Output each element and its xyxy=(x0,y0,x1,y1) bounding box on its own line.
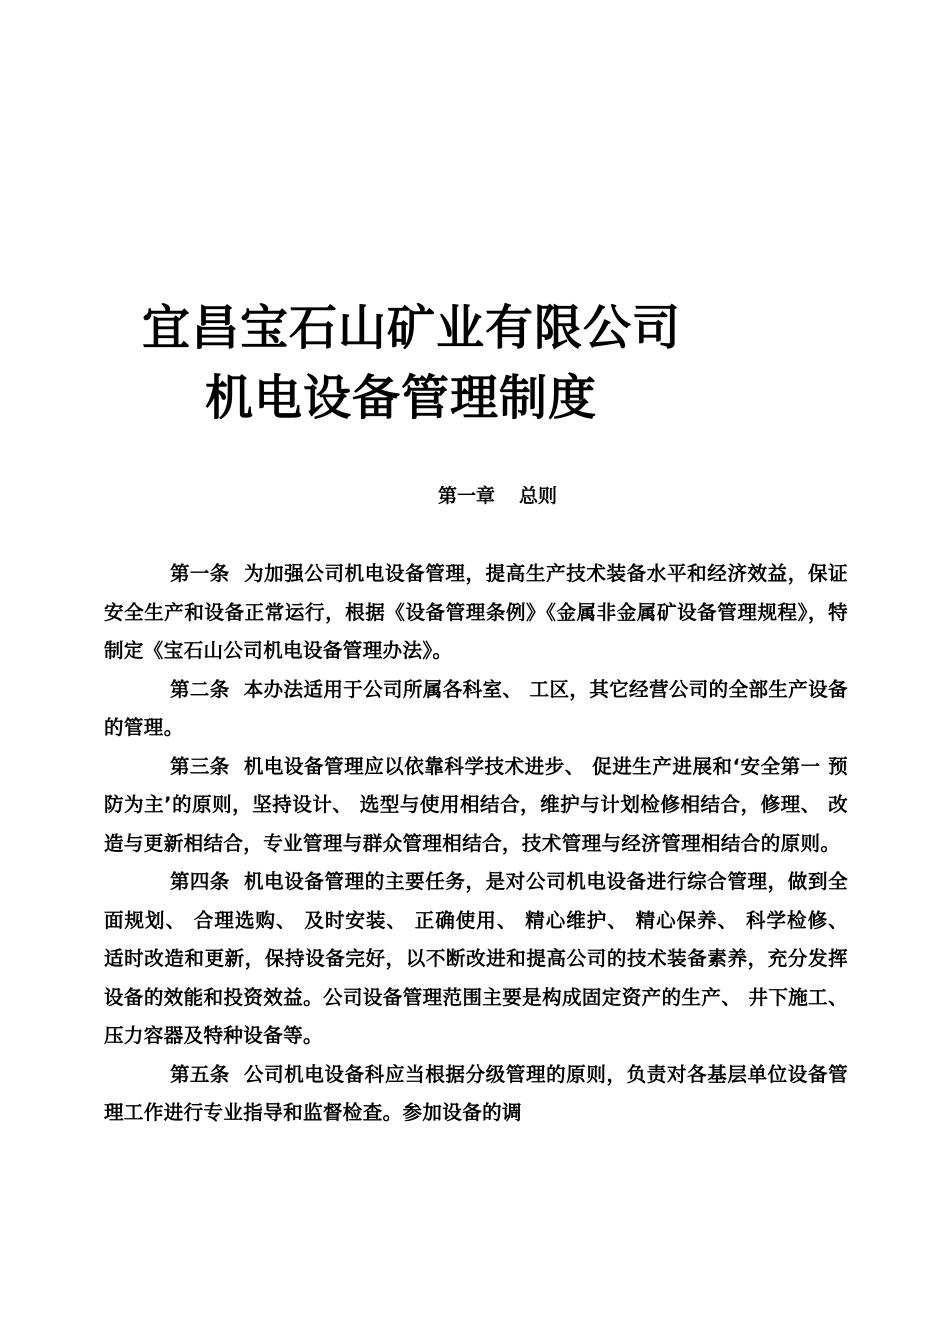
article-label: 第一条 xyxy=(170,562,230,585)
article-text: 机电设备管理的主要任务，是对公司机电设备进行综合管理，做到全面规划、 合理选购、 及时安装、 正确使用、 精心维护、 精心保养、 科学检修、 适时改造和更新，保持设备完好，以不断改进和提高公司的技术装备素养，充分发挥设备的效能和投资效益。公司设备管理范围主要是构成固定资产的生产、 井下施工、 压力容器及特种设备等。 xyxy=(104,870,848,1047)
article-label: 第五条 xyxy=(170,1062,230,1086)
article-paragraph xyxy=(104,671,848,748)
chapter-heading xyxy=(438,482,557,510)
article-text: 公司机电设备科应当根据分级管理的原则，负责对各基层单位设备管理工作进行专业指导和监督检查。参加设备的调 xyxy=(104,1062,848,1124)
article-paragraph xyxy=(104,1056,848,1133)
article-label: 第四条 xyxy=(170,870,230,893)
article-label: 第三条 xyxy=(170,754,230,778)
article-paragraph xyxy=(104,748,848,864)
article-label: 第二条 xyxy=(170,677,230,701)
document-body xyxy=(104,555,848,1133)
chapter-title: 总则 xyxy=(519,485,558,507)
article-paragraph xyxy=(104,863,848,1056)
article-paragraph xyxy=(104,555,848,671)
document-title-line-2: 机电设备管理制度 xyxy=(205,370,598,426)
chapter-number: 第一章 xyxy=(438,485,496,507)
article-text: 机电设备管理应以依靠科学技术进步、 促进生产进展和‘安全第一 预防为主’的原则，坚持设计、 选型与使用相结合，维护与计划检修相结合，修理、 改造与更新相结合，专业管理与群众管理相结合，技术管理与经济管理相结合的原则。 xyxy=(104,754,848,855)
article-text: 本办法适用于公司所属各科室、 工区，其它经营公司的全部生产设备的管理。 xyxy=(104,677,848,739)
article-text: 为加强公司机电设备管理，提高生产技术装备水平和经济效益，保证安全生产和设备正常运行，根据《设备管理条例》《金属非金属矿设备管理规程》，特制定《宝石山公司机电设备管理办法》。 xyxy=(104,562,848,662)
document-title-line-1: 宜昌宝石山矿业有限公司 xyxy=(142,300,682,356)
